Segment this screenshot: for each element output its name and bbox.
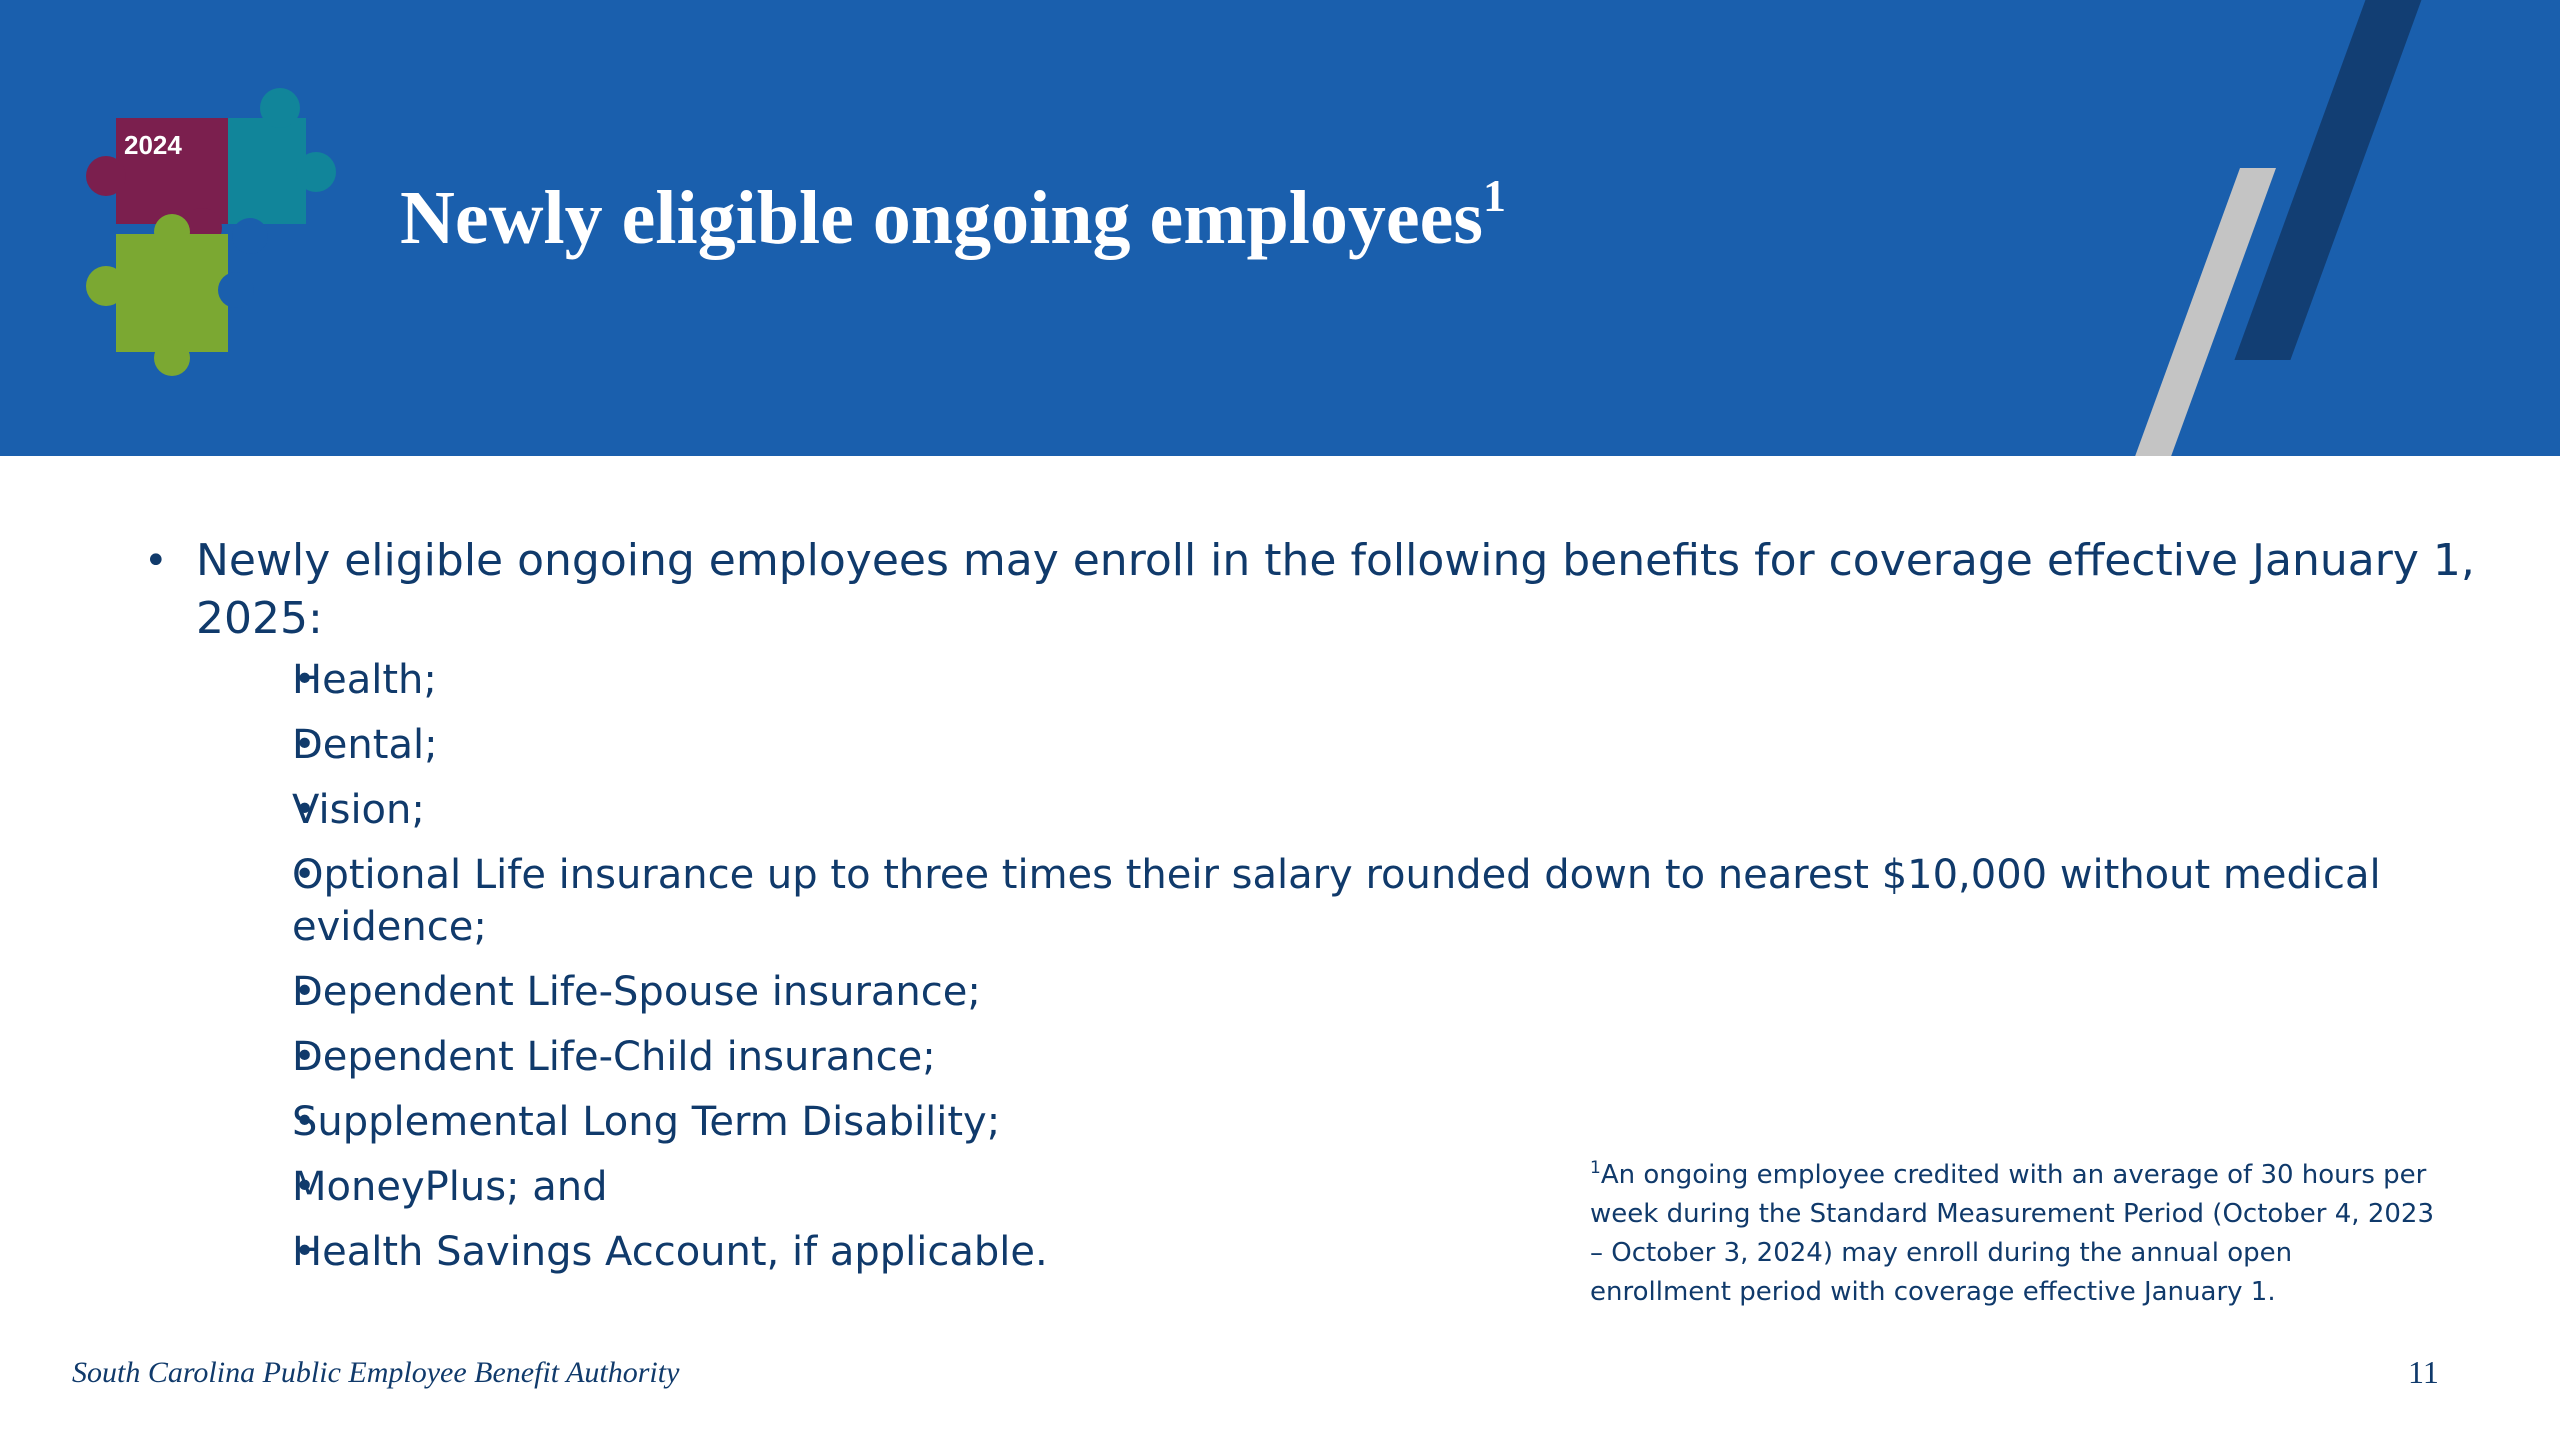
benefit-item: • MoneyPlus; and [196,1161,2480,1213]
benefit-item: • Vision; [196,784,2480,836]
organization-name: South Carolina Public Employee Benefit Authority [72,1356,680,1389]
footnote-marker: 1 [1590,1158,1601,1178]
footnote-text: An ongoing employee credited with an average of 30 hours per week during the Standard Measurement Period (October 4, 2023 – October 3, 2024) may enroll during the annual open enrollment period with coverage effective January 1. [1590,1160,2434,1307]
puzzle-piece-green-icon [86,214,254,376]
benefit-item: • Optional Life insurance up to three times their salary rounded down to nearest $10,000 without medical evidence; [196,849,2480,953]
puzzle-pieces-icon [84,86,374,376]
slide-title-text: Newly eligible ongoing employees [400,176,1483,260]
title-footnote-marker: 1 [1482,170,1506,221]
benefit-item: • Supplemental Long Term Disability; [196,1096,2480,1148]
benefit-item: • Dependent Life-Spouse insurance; [196,966,2480,1018]
page-number: 11 [2408,1354,2439,1390]
logo-year: 2024 [124,130,182,160]
header-banner [0,0,2560,456]
footnote [1590,1156,2440,1312]
benefit-item: • Dental; [196,719,2480,771]
benefit-item: • Dependent Life-Child insurance; [196,1031,2480,1083]
benefit-item: • Health; [196,654,2480,706]
benefit-item: • Health Savings Account, if applicable. [196,1226,2480,1278]
slide-title [400,170,1506,260]
intro-text: Newly eligible ongoing employees may enroll in the following benefits for coverage effective January 1, 2025: [196,535,2475,644]
